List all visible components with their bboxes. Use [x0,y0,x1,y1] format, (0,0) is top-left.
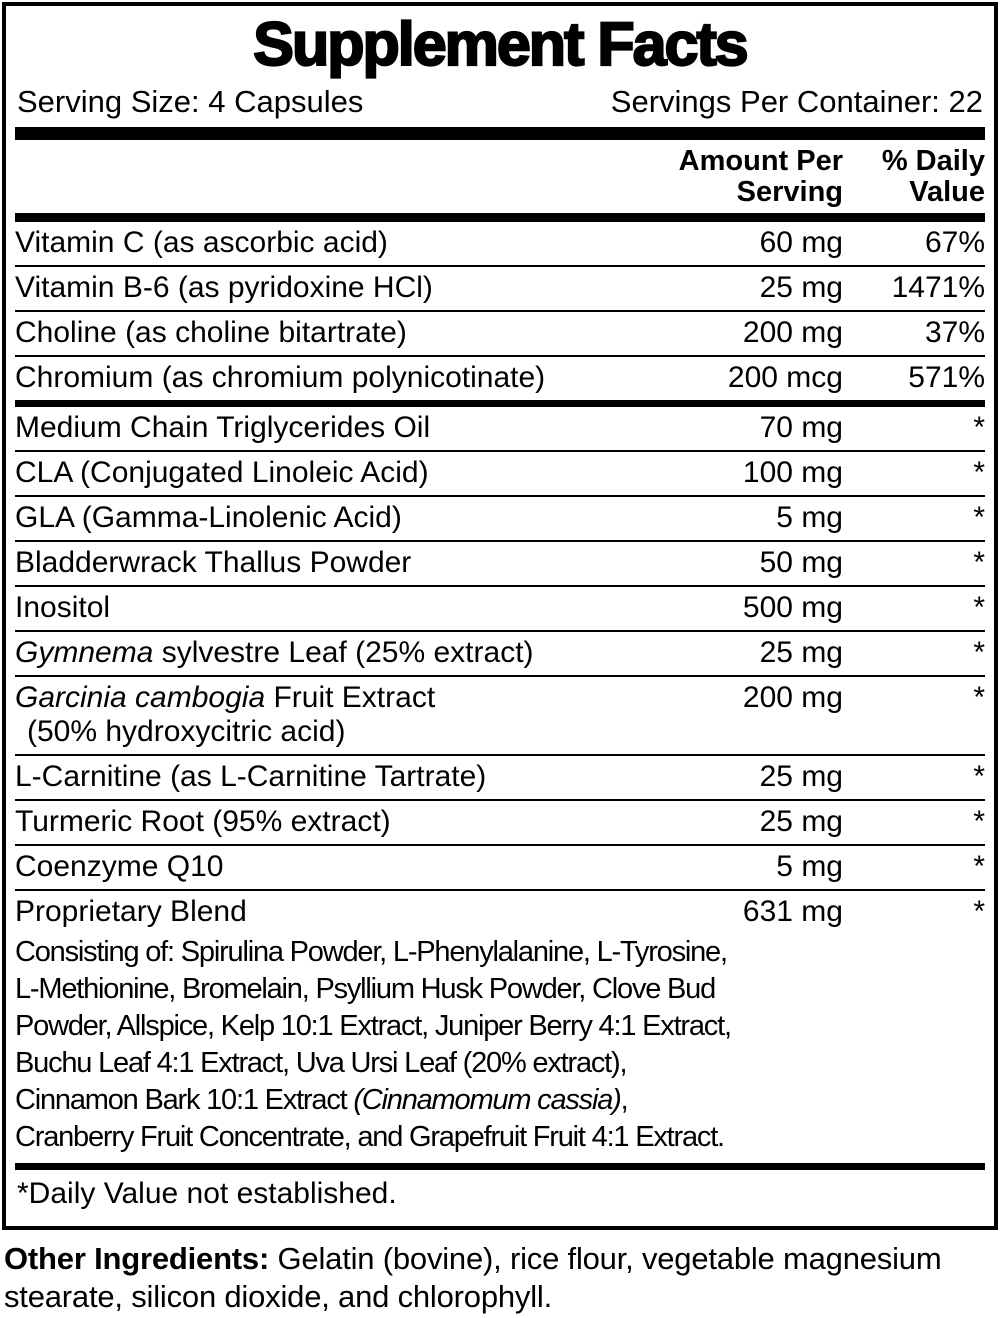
daily-value-footnote: *Daily Value not established. [17,1177,397,1211]
proprietary-blend-description-line [15,971,985,1008]
ingredient-name-segment: GLA (Gamma-Linolenic Acid) [15,501,402,535]
ingredient-amount: 200 mg [742,681,843,715]
ingredient-daily-value: * [973,760,985,794]
ingredient-name [15,546,653,580]
ingredient-row [15,355,985,400]
ingredient-name-segment: Proprietary Blend [15,895,247,929]
ingredient-row-main [15,452,985,495]
ingredient-row [15,265,985,310]
ingredient-name-segment: Vitamin B-6 (as pyridoxine HCl) [15,271,433,305]
ingredient-name-segment: Buchu Leaf 4:1 Extract, Uva Ursi Leaf (20% extract), [15,1047,627,1080]
ingredient-name-segment: Coenzyme Q10 [15,850,224,884]
other-ingredients [4,1240,996,1316]
ingredient-amount: 500 mg [742,591,843,625]
ingredient-name-segment: Fruit Extract [265,681,436,715]
ingredient-amount: 200 mg [742,316,843,350]
ingredient-row-main [15,407,985,450]
proprietary-blend-description-line [15,1045,985,1082]
proprietary-blend-description-line [15,934,985,971]
ingredient-amount: 100 mg [742,456,843,490]
ingredient-daily-value: 67% [924,226,985,260]
ingredient-name-segment: Cinnamon Bark 10:1 Extract [15,1084,354,1117]
servings-per-container-text: Servings Per Container: 22 [610,83,983,119]
ingredient-amount: 70 mg [759,411,843,445]
ingredient-row-main [15,542,985,585]
ingredient-daily-value: * [973,636,985,670]
ingredient-name-segment: Inositol [15,591,111,625]
ingredient-amount: 25 mg [759,636,843,670]
ingredient-daily-value: * [973,411,985,445]
serving-info-row [17,85,983,120]
ingredient-row-main [15,891,985,934]
divider-above-footnote [15,1163,985,1170]
other-ingredients-text: Gelatin (bovine), rice flour, vegetable magnesium stearate, silicon dioxide, and chlorophyll. [4,1241,942,1315]
ingredient-row [15,675,985,754]
ingredient-amount: 25 mg [759,271,843,305]
column-header-amount [653,146,843,208]
ingredient-name-segment: CLA (Conjugated Linoleic Acid) [15,456,429,490]
ingredient-name [15,226,653,260]
ingredient-name-segment: Vitamin C (as ascorbic acid) [15,226,388,260]
ingredient-row [15,310,985,355]
ingredient-amount: 5 mg [776,850,843,884]
ingredient-row [15,585,985,630]
ingredient-amount: 200 mcg [727,361,843,395]
ingredient-amount: 5 mg [776,501,843,535]
ingredient-row [15,540,985,585]
ingredient-daily-value: 1471% [891,271,985,305]
ingredient-row-main [15,632,985,675]
column-header-dv-line2: Value [909,176,985,209]
divider-heavy-top [15,127,985,140]
divider-medium-under-header [15,213,985,222]
ingredient-name-segment: , [620,1084,628,1117]
ingredient-row-main [15,677,985,754]
ingredient-daily-value: * [973,591,985,625]
ingredient-name [15,316,653,350]
ingredient-daily-value: 571% [908,361,985,395]
ingredient-name-line2: (50% hydroxycitric acid) [27,715,346,749]
ingredient-name-italic-segment: Garcinia cambogia [15,681,266,715]
ingredient-name-segment: sylvestre Leaf (25% extract) [153,636,534,670]
ingredient-row-main [15,312,985,355]
ingredient-name [15,895,653,929]
ingredient-name-segment: Consisting of: Spirulina Powder, L-Phenylalanine, L-Tyrosine, [15,936,727,969]
ingredient-name [15,681,653,749]
ingredient-name [15,456,653,490]
ingredient-name [15,361,653,395]
ingredient-row [15,495,985,540]
ingredient-name [15,271,653,305]
ingredient-name-segment: Bladderwrack Thallus Powder [15,546,412,580]
ingredient-daily-value: * [973,501,985,535]
ingredient-name-segment: Turmeric Root (95% extract) [15,805,391,839]
ingredient-row [15,754,985,799]
ingredient-name [15,805,653,839]
proprietary-blend-description-line [15,1119,985,1156]
other-ingredients-label: Other Ingredients: [4,1241,270,1277]
ingredient-daily-value: * [973,850,985,884]
ingredient-name-italic-segment: Gymnema [15,636,154,670]
ingredient-name [15,636,653,670]
ingredient-row-main [15,357,985,400]
ingredient-name [15,850,653,884]
ingredient-daily-value: * [973,456,985,490]
ingredient-name-segment: Cranberry Fruit Concentrate, and Grapefruit Fruit 4:1 Extract. [15,1121,724,1154]
ingredient-row-main [15,267,985,310]
ingredient-daily-value: * [973,546,985,580]
ingredient-amount: 25 mg [759,760,843,794]
ingredient-row [15,889,985,1163]
ingredient-rows [15,222,985,1163]
ingredient-row-main [15,222,985,265]
supplement-facts-panel [2,2,998,1230]
ingredient-name-segment: L-Carnitine (as L-Carnitine Tartrate) [15,760,487,794]
ingredient-row [15,400,985,450]
ingredient-row [15,844,985,889]
ingredient-name-segment: Powder, Allspice, Kelp 10:1 Extract, Juniper Berry 4:1 Extract, [15,1010,731,1043]
ingredient-amount: 631 mg [742,895,843,929]
column-header-daily-value [843,146,985,208]
ingredient-name-segment: L-Methionine, Bromelain, Psyllium Husk Powder, Clove Bud [15,973,716,1006]
proprietary-blend-description-line [15,1008,985,1045]
ingredient-row-main [15,756,985,799]
column-header-amount-line2: Serving [736,176,843,209]
ingredient-row-main [15,801,985,844]
ingredient-name-segment: Choline (as choline bitartrate) [15,316,407,350]
proprietary-blend-description-line [15,1082,985,1119]
ingredient-daily-value: 37% [924,316,985,350]
column-header-amount-line1: Amount Per [678,145,843,178]
ingredient-row [15,799,985,844]
ingredient-row-main [15,846,985,889]
ingredient-amount: 50 mg [759,546,843,580]
panel-title: Supplement Facts [253,10,747,78]
ingredient-name [15,501,653,535]
ingredient-row [15,222,985,265]
ingredient-row [15,630,985,675]
serving-size-text: Serving Size: 4 Capsules [17,83,364,119]
ingredient-amount: 25 mg [759,805,843,839]
ingredient-name-italic-segment: (Cinnamomum cassia) [353,1084,621,1117]
column-header-dv-line1: % Daily [881,145,985,178]
ingredient-name [15,411,653,445]
proprietary-blend-description [15,934,985,1163]
ingredient-row [15,450,985,495]
ingredient-amount: 60 mg [759,226,843,260]
ingredient-name-segment: Medium Chain Triglycerides Oil [15,411,431,445]
ingredient-row-main [15,497,985,540]
ingredient-daily-value: * [973,681,985,715]
ingredient-daily-value: * [973,895,985,929]
ingredient-row-main [15,587,985,630]
ingredient-name [15,760,653,794]
column-header-row [15,140,985,213]
ingredient-name [15,591,653,625]
ingredient-name-segment: Chromium (as chromium polynicotinate) [15,361,546,395]
ingredient-daily-value: * [973,805,985,839]
